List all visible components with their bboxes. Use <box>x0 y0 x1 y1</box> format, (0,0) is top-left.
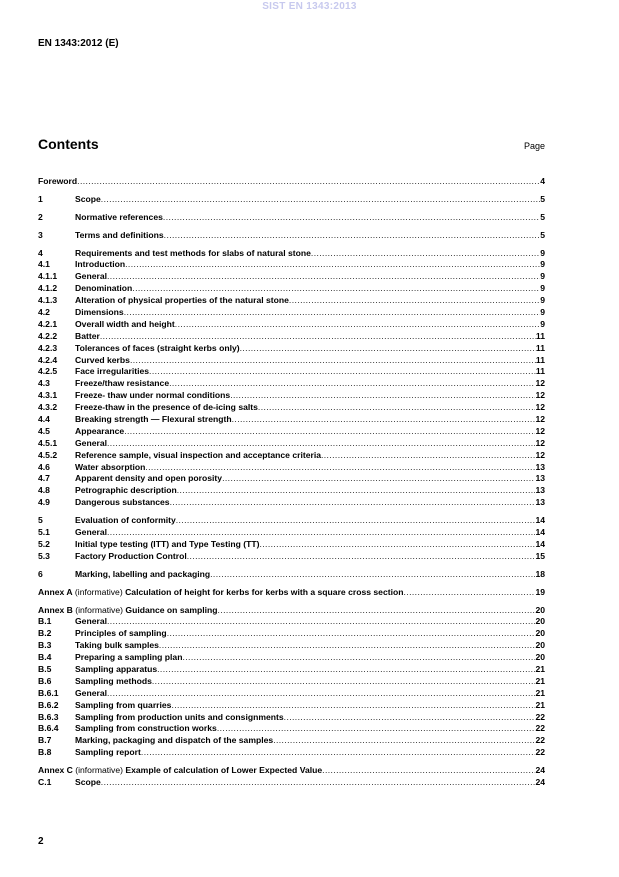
toc-section-number: 4.1.1 <box>38 271 58 282</box>
toc-entry[interactable] <box>38 319 545 331</box>
toc-annex-label <box>38 605 125 617</box>
toc-page-number: 21 <box>535 699 545 710</box>
toc-page-number: 14 <box>535 538 545 549</box>
toc-page-number: 18 <box>535 568 545 579</box>
toc-section-title: Guidance on sampling <box>125 604 218 615</box>
toc-page-number: 4 <box>540 176 545 186</box>
toc-page-number: 21 <box>535 663 545 674</box>
toc-annex-informative: (informative) <box>72 604 126 615</box>
toc-section-number: B.7 <box>38 735 52 746</box>
toc-page-number: 9 <box>540 259 545 270</box>
toc-section-number: 2 <box>38 211 43 222</box>
toc-section-title: Initial type testing (ITT) and Type Testing (TT) <box>75 538 260 549</box>
toc-entry[interactable] <box>38 283 545 295</box>
toc-section-title: General <box>75 437 108 448</box>
toc-section-number: 4.5 <box>38 425 50 436</box>
toc-page-number: 20 <box>535 616 545 627</box>
toc-page-number: 21 <box>535 687 545 698</box>
toc-dot-leader <box>210 569 535 581</box>
toc-entry[interactable] <box>38 628 545 640</box>
toc-section-title: Curved kerbs <box>75 354 130 365</box>
toc-entry[interactable] <box>38 307 545 319</box>
toc-page-number: 22 <box>535 723 545 734</box>
toc-dot-leader <box>130 355 536 367</box>
toc-section-title: General <box>75 616 108 627</box>
toc-section-number: 6 <box>38 568 43 579</box>
toc-section-number: 4.3.1 <box>38 390 58 401</box>
toc-dot-leader <box>289 295 540 307</box>
toc-page-number: 12 <box>535 449 545 460</box>
toc-section-title: Reference sample, visual inspection and acceptance criteria <box>75 449 321 460</box>
toc-section-number: 4.1 <box>38 259 50 270</box>
toc-section-number: 4.1.3 <box>38 295 58 306</box>
toc-dot-leader <box>258 402 536 414</box>
toc-section-number: B.2 <box>38 628 52 639</box>
toc-entry[interactable] <box>38 402 545 414</box>
toc-dot-leader <box>171 700 535 712</box>
toc-section-title: Example of calculation of Lower Expected Value <box>125 765 323 776</box>
toc-dot-leader <box>163 212 540 224</box>
toc-page-number: 13 <box>535 461 545 472</box>
toc-section-title: Tolerances of faces (straight kerbs only) <box>75 342 240 353</box>
toc-section-number: 4.2.3 <box>38 342 58 353</box>
toc-entry[interactable] <box>38 765 545 777</box>
toc-section-number: 4.8 <box>38 485 50 496</box>
toc-section-title: Preparing a sampling plan <box>75 652 183 663</box>
toc-dot-leader <box>145 462 535 474</box>
toc-section-title: Batter <box>75 330 100 341</box>
toc-entry[interactable] <box>38 700 545 712</box>
toc-entry[interactable] <box>38 485 545 497</box>
toc-section-number: 4.2.1 <box>38 318 58 329</box>
toc-dot-leader <box>77 176 540 188</box>
toc-page-number: 11 <box>535 354 545 365</box>
toc-entry[interactable] <box>38 194 545 206</box>
toc-section-number: 3 <box>38 229 43 240</box>
table-of-contents <box>38 176 545 789</box>
toc-page-number: 22 <box>535 711 545 722</box>
toc-dot-leader <box>218 605 536 617</box>
toc-section-number: B.6.3 <box>38 711 59 722</box>
toc-section-title: Scope <box>75 776 101 787</box>
toc-page-number: 11 <box>535 366 545 377</box>
toc-section-number: B.8 <box>38 747 52 758</box>
toc-section-number: B.4 <box>38 652 52 663</box>
toc-page-number: 24 <box>535 776 545 787</box>
toc-dot-leader <box>132 283 540 295</box>
toc-page-number: 20 <box>535 652 545 663</box>
toc-dot-leader <box>187 551 536 563</box>
toc-dot-leader <box>159 640 536 652</box>
toc-entry[interactable] <box>38 664 545 676</box>
toc-section-number: 4.2.2 <box>38 330 58 341</box>
toc-entry[interactable] <box>38 450 545 462</box>
toc-entry[interactable] <box>38 295 545 307</box>
toc-entry[interactable] <box>38 212 545 224</box>
toc-section-number: 4.9 <box>38 497 50 508</box>
toc-page-number: 13 <box>535 473 545 484</box>
toc-dot-leader <box>240 343 536 355</box>
toc-entry[interactable] <box>38 343 545 355</box>
toc-dot-leader <box>107 271 540 283</box>
toc-page-number: 12 <box>535 390 545 401</box>
document-header: EN 1343:2012 (E) <box>38 38 119 49</box>
toc-entry[interactable] <box>38 462 545 474</box>
toc-annex-number: Annex C <box>38 765 73 776</box>
toc-page-number: 9 <box>540 271 545 282</box>
toc-section-title: Requirements and test methods for slabs of natural stone <box>75 247 311 258</box>
toc-dot-leader <box>124 307 541 319</box>
toc-page-number: 12 <box>535 414 545 425</box>
toc-entry[interactable] <box>38 747 545 759</box>
toc-section-number: 4.2 <box>38 307 50 318</box>
toc-page-number: 13 <box>535 485 545 496</box>
toc-entry[interactable] <box>38 259 545 271</box>
toc-dot-leader <box>175 319 540 331</box>
toc-dot-leader <box>259 539 535 551</box>
toc-page-number: 9 <box>540 307 545 318</box>
toc-page-number: 12 <box>535 402 545 413</box>
toc-annex-informative: (informative) <box>72 586 126 597</box>
toc-dot-leader <box>169 378 535 390</box>
toc-section-title: Dangerous substances <box>75 497 170 508</box>
toc-entry[interactable] <box>38 652 545 664</box>
toc-section-title: Principles of sampling <box>75 628 167 639</box>
toc-section-title: Appearance <box>75 425 125 436</box>
toc-section-title: Terms and definitions <box>75 229 164 240</box>
toc-section-number: B.3 <box>38 640 52 651</box>
toc-section-title: Freeze/thaw resistance <box>75 378 170 389</box>
toc-section-title: Water absorption <box>75 461 146 472</box>
toc-dot-leader <box>164 230 541 242</box>
toc-entry[interactable] <box>38 587 545 599</box>
toc-entry[interactable] <box>38 640 545 652</box>
toc-dot-leader <box>107 616 535 628</box>
toc-page-number: 22 <box>535 735 545 746</box>
toc-page-number: 11 <box>535 342 545 353</box>
toc-section-number: 5 <box>38 515 43 526</box>
toc-section-number: 4.6 <box>38 461 50 472</box>
toc-dot-leader <box>284 712 536 724</box>
toc-page-number: 12 <box>535 378 545 389</box>
toc-section-title: Normative references <box>75 211 163 222</box>
toc-entry[interactable] <box>38 230 545 242</box>
toc-dot-leader <box>321 450 535 462</box>
toc-section-number: 4.3.2 <box>38 402 58 413</box>
toc-section-title: Petrographic description <box>75 485 177 496</box>
toc-section-number: C.1 <box>38 776 52 787</box>
toc-section-number: 4.4 <box>38 414 50 425</box>
toc-entry[interactable] <box>38 473 545 485</box>
toc-entry[interactable] <box>38 497 545 509</box>
toc-dot-leader <box>232 414 536 426</box>
toc-section-title: General <box>75 687 108 698</box>
toc-page-number: 21 <box>535 675 545 686</box>
toc-entry[interactable] <box>38 569 545 581</box>
toc-entry[interactable] <box>38 366 545 378</box>
toc-section-title: Sampling from construction works <box>75 723 217 734</box>
toc-section-title: Sampling from quarries <box>75 699 172 710</box>
toc-entry[interactable] <box>38 331 545 343</box>
toc-section-number: 4.5.1 <box>38 437 58 448</box>
toc-page-number: 24 <box>535 765 545 776</box>
toc-entry[interactable] <box>38 777 545 789</box>
toc-entry[interactable] <box>38 438 545 450</box>
toc-section-title: Evaluation of conformity <box>75 515 176 526</box>
page-column-label: Page <box>523 141 545 151</box>
toc-section-number: B.6 <box>38 675 52 686</box>
toc-page-number: 14 <box>535 527 545 538</box>
toc-page-number: 9 <box>540 295 545 306</box>
toc-entry[interactable] <box>38 676 545 688</box>
toc-page-number: 9 <box>540 247 545 258</box>
toc-section-number: B.6.4 <box>38 723 59 734</box>
toc-dot-leader <box>170 497 536 509</box>
toc-dot-leader <box>157 664 535 676</box>
toc-entry[interactable] <box>38 616 545 628</box>
toc-dot-leader <box>230 390 535 402</box>
toc-section-number: B.5 <box>38 663 52 674</box>
toc-entry[interactable] <box>38 688 545 700</box>
toc-section-number: 4.2.4 <box>38 354 58 365</box>
toc-entry[interactable] <box>38 378 545 390</box>
toc-entry[interactable] <box>38 271 545 283</box>
toc-dot-leader <box>273 735 535 747</box>
toc-dot-leader <box>107 438 535 450</box>
toc-page-number: 19 <box>535 586 545 597</box>
toc-page-number: 20 <box>535 640 545 651</box>
toc-section-number: 5.2 <box>38 538 50 549</box>
toc-dot-leader <box>322 765 535 777</box>
toc-section-title: Dimensions <box>75 307 124 318</box>
toc-section-number: 5.1 <box>38 527 50 538</box>
toc-section-title: Marking, labelling and packaging <box>75 568 211 579</box>
toc-section-number: B.6.1 <box>38 687 59 698</box>
toc-section-title: Freeze-thaw in the presence of de-icing salts <box>75 402 258 413</box>
toc-section-number: 4.1.2 <box>38 283 58 294</box>
toc-dot-leader <box>101 194 540 206</box>
toc-section-title: Sampling apparatus <box>75 663 158 674</box>
toc-entry[interactable] <box>38 723 545 735</box>
toc-dot-leader <box>222 473 535 485</box>
toc-dot-leader <box>217 723 536 735</box>
toc-entry[interactable] <box>38 426 545 438</box>
toc-dot-leader <box>149 366 536 378</box>
toc-section-number: 4.7 <box>38 473 50 484</box>
toc-entry[interactable] <box>38 248 545 260</box>
toc-section-number: Foreword <box>38 176 78 186</box>
toc-entry[interactable] <box>38 551 545 563</box>
watermark: SIST EN 1343:2013 <box>262 1 357 12</box>
toc-entry[interactable] <box>38 515 545 527</box>
toc-entry[interactable] <box>38 176 545 188</box>
toc-section-title: General <box>75 271 108 282</box>
toc-annex-number: Annex B <box>38 604 73 615</box>
toc-section-title: Sampling report <box>75 747 141 758</box>
toc-dot-leader <box>311 248 540 260</box>
toc-entry[interactable] <box>38 735 545 747</box>
toc-entry[interactable] <box>38 355 545 367</box>
toc-entry[interactable] <box>38 539 545 551</box>
toc-page-number: 20 <box>535 628 545 639</box>
toc-page-number: 11 <box>535 330 545 341</box>
toc-section-number: 1 <box>38 193 43 204</box>
toc-section-number: 5.3 <box>38 550 50 561</box>
toc-page-number: 20 <box>535 604 545 615</box>
toc-page-number: 14 <box>535 515 545 526</box>
toc-dot-leader <box>176 515 536 527</box>
toc-page-number: 5 <box>540 229 545 240</box>
toc-section-title: Overall width and height <box>75 318 175 329</box>
toc-section-number: 4.3 <box>38 378 50 389</box>
toc-section-title: Scope <box>75 193 101 204</box>
toc-dot-leader <box>125 259 540 271</box>
toc-section-title: Sampling from production units and consignments <box>75 711 284 722</box>
toc-entry[interactable] <box>38 712 545 724</box>
toc-dot-leader <box>141 747 536 759</box>
toc-section-number: 4.2.5 <box>38 366 58 377</box>
toc-annex-label <box>38 587 125 599</box>
toc-page-number: 22 <box>535 747 545 758</box>
toc-section-title: Face irregularities <box>75 366 150 377</box>
toc-entry[interactable] <box>38 527 545 539</box>
toc-dot-leader <box>182 652 535 664</box>
toc-page-number: 12 <box>535 437 545 448</box>
toc-section-number: B.1 <box>38 616 52 627</box>
toc-section-title: Alteration of physical properties of the natural stone <box>75 295 289 306</box>
toc-page-number: 9 <box>540 283 545 294</box>
toc-section-title: Breaking strength — Flexural strength <box>75 414 232 425</box>
toc-dot-leader <box>107 527 535 539</box>
toc-annex-label <box>38 765 125 777</box>
toc-dot-leader <box>101 777 536 789</box>
page-number: 2 <box>38 836 44 847</box>
toc-dot-leader <box>107 688 535 700</box>
toc-dot-leader <box>100 331 536 343</box>
page-title: Contents <box>38 136 99 152</box>
toc-page-number: 15 <box>535 550 545 561</box>
toc-page-number: 5 <box>540 211 545 222</box>
toc-page-number: 12 <box>535 425 545 436</box>
toc-section-title: Taking bulk samples <box>75 640 159 651</box>
toc-dot-leader <box>152 676 536 688</box>
toc-dot-leader <box>167 628 536 640</box>
toc-section-title: General <box>75 527 108 538</box>
toc-dot-leader <box>404 587 536 599</box>
toc-section-title: Introduction <box>75 259 126 270</box>
toc-section-title: Marking, packaging and dispatch of the samples <box>75 735 274 746</box>
toc-dot-leader <box>177 485 536 497</box>
toc-dot-leader <box>124 426 535 438</box>
toc-entry[interactable] <box>38 414 545 426</box>
toc-page-number: 5 <box>540 193 545 204</box>
toc-section-number: B.6.2 <box>38 699 59 710</box>
toc-section-number: 4.5.2 <box>38 449 58 460</box>
toc-section-title: Apparent density and open porosity <box>75 473 223 484</box>
toc-section-title: Factory Production Control <box>75 550 187 561</box>
toc-section-title: Sampling methods <box>75 675 152 686</box>
toc-section-title: Denomination <box>75 283 133 294</box>
toc-annex-number: Annex A <box>38 586 73 597</box>
toc-section-title: Freeze- thaw under normal conditions <box>75 390 231 401</box>
toc-page-number: 9 <box>540 318 545 329</box>
toc-section-number: 4 <box>38 247 43 258</box>
toc-entry[interactable] <box>38 605 545 617</box>
toc-section-title: Calculation of height for kerbs for kerbs with a square cross section <box>125 586 404 597</box>
toc-annex-informative: (informative) <box>72 765 126 776</box>
toc-page-number: 13 <box>535 497 545 508</box>
toc-entry[interactable] <box>38 390 545 402</box>
